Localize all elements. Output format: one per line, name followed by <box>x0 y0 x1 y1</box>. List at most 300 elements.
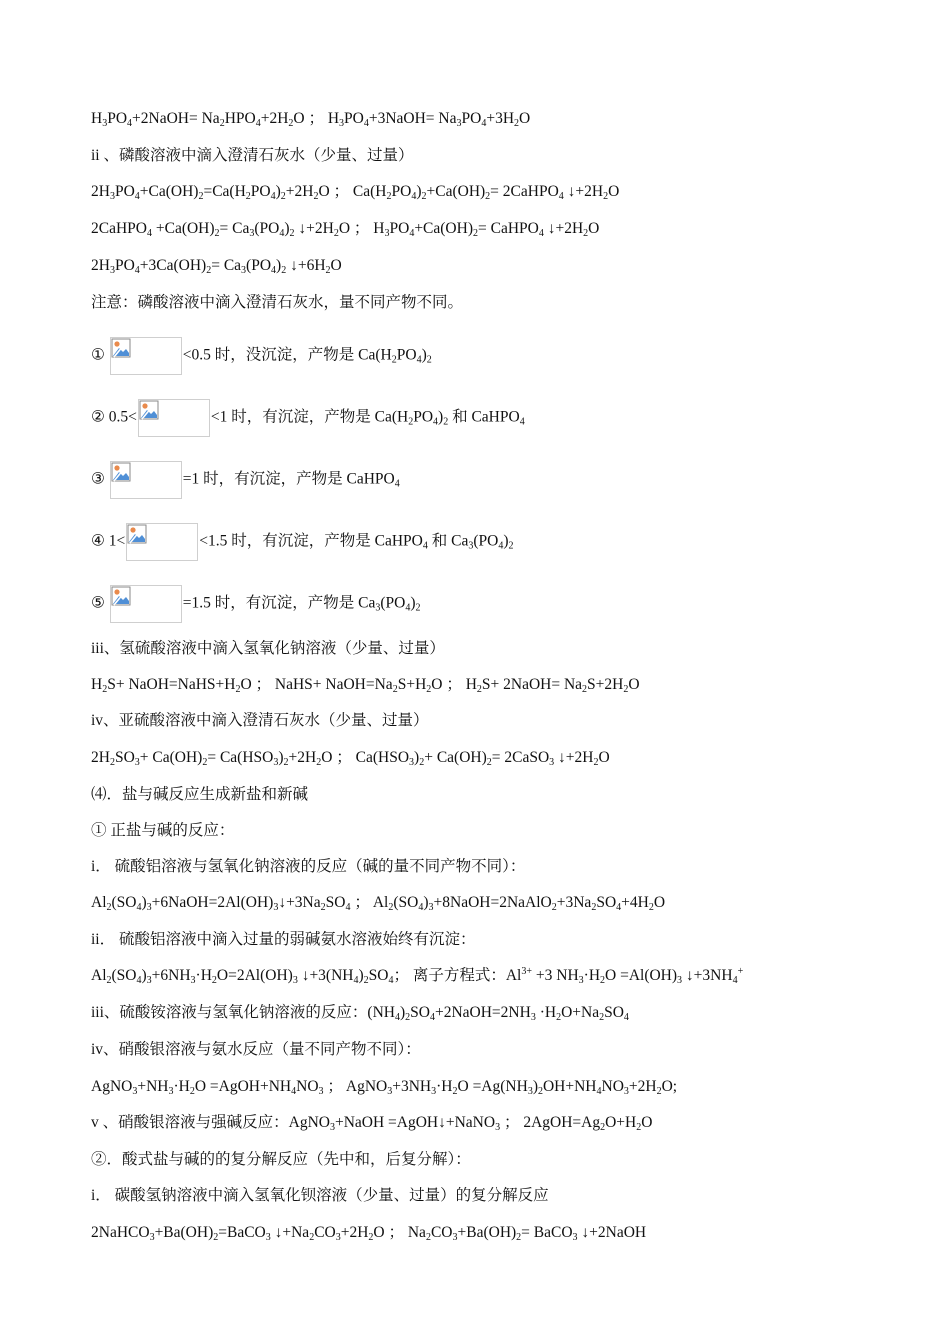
text-line <box>91 1113 652 1133</box>
text-run: (PO <box>380 594 406 612</box>
subscript: 2 <box>485 191 491 202</box>
subscript: 2 <box>189 1086 195 1097</box>
text-run: PO <box>389 220 410 237</box>
subscript: 3 <box>456 118 462 129</box>
subscript: 2 <box>537 1086 543 1097</box>
subscript: 4 <box>596 1086 602 1097</box>
text-run: S+ NaOH=NaHS+H <box>107 676 236 693</box>
text-run: ③ <box>91 470 109 488</box>
text-run: ) <box>278 749 284 766</box>
text-line <box>91 146 414 166</box>
text-run: PO <box>250 183 271 200</box>
text-run: O+H <box>605 1114 637 1131</box>
text-run: +Ca(OH) <box>151 220 215 237</box>
subscript: 2 <box>109 757 115 768</box>
subscript: 2 <box>591 902 597 913</box>
text-run: = Ca(HSO <box>207 749 274 766</box>
text-line <box>91 966 743 986</box>
text-run: CO <box>314 1224 336 1241</box>
text-run: ↓+6H <box>286 257 326 274</box>
text-run: S+2H <box>587 676 624 693</box>
subscript: 3 <box>409 757 415 768</box>
text-run: +Ca(OH) <box>139 183 199 200</box>
text-run: SO <box>368 967 389 984</box>
text-line <box>91 182 619 202</box>
text-run: +3 NH <box>532 967 579 984</box>
text-run: ) <box>438 408 444 426</box>
text-run: ) <box>414 749 420 766</box>
subscript: 2 <box>211 975 217 986</box>
broken-image-icon <box>110 585 182 623</box>
text-run: +3Na <box>556 894 592 911</box>
subscript: 4 <box>136 902 142 913</box>
text-run: O <box>641 1114 653 1131</box>
subscript: 2 <box>309 1232 315 1243</box>
superscript: 3+ <box>521 966 533 977</box>
text-run: Al <box>91 967 107 984</box>
subscript: 4 <box>279 228 285 239</box>
subscript: 4 <box>429 1012 435 1023</box>
text-run: 2NaHCO <box>91 1224 150 1241</box>
text-run: +6NH <box>151 967 191 984</box>
text-run: +NH <box>137 1078 169 1095</box>
subscript: 2 <box>593 757 599 768</box>
subscript: 4 <box>134 265 140 276</box>
text-run: 2H <box>91 257 110 274</box>
text-run: ； 离子方程式：Al <box>393 967 522 984</box>
text-line <box>91 219 599 239</box>
subscript: 2 <box>415 602 421 614</box>
subscript: 4 <box>270 191 276 202</box>
subscript: 4 <box>291 1086 297 1097</box>
subscript: 2 <box>426 354 432 366</box>
subscript: 2 <box>289 228 295 239</box>
text-line <box>91 639 445 659</box>
subscript: 3 <box>428 902 434 913</box>
text-run: =Ca(H <box>203 183 246 200</box>
subscript: 3 <box>265 1232 271 1243</box>
subscript: 2 <box>405 1012 411 1023</box>
subscript: 3 <box>134 757 140 768</box>
text-run: 和 Ca <box>427 532 469 550</box>
subscript: 2 <box>508 540 514 552</box>
text-run: ) <box>141 894 147 911</box>
subscript: 2 <box>386 191 392 202</box>
subscript: 2 <box>333 228 339 239</box>
text-run: ↓+Na <box>270 1224 310 1241</box>
text-run: O=2Al(OH) <box>216 967 293 984</box>
subscript: 2 <box>421 191 427 202</box>
subscript: 4 <box>519 416 525 428</box>
text-run: +2H <box>288 749 317 766</box>
subscript: 2 <box>325 265 331 276</box>
text-run: +3Ca(OH) <box>139 257 207 274</box>
text-run: O <box>598 749 610 766</box>
text-run: +2H <box>285 183 314 200</box>
subscript: 3 <box>241 265 247 276</box>
text-run: NO <box>601 1078 624 1095</box>
text-run: +3NaOH= Na <box>368 110 457 127</box>
text-run: AgNO <box>91 1078 133 1095</box>
subscript: 2 <box>198 191 204 202</box>
text-run: O ； H <box>431 676 477 693</box>
subscript: 3 <box>572 1232 578 1243</box>
text-run: ↓+2H <box>554 749 594 766</box>
text-run: ↓+2H <box>294 220 334 237</box>
subscript: 3 <box>273 902 279 913</box>
subscript: 4 <box>394 478 400 490</box>
text-run: + Ca(OH) <box>424 749 487 766</box>
subscript: 3 <box>329 1122 335 1133</box>
text-run: O <box>628 676 640 693</box>
text-run: (PO <box>246 257 272 274</box>
text-run: ↓+2H <box>563 183 604 200</box>
text-run: ·H <box>583 967 601 984</box>
subscript: 2 <box>600 1122 606 1133</box>
text-line <box>91 523 513 561</box>
subscript: 2 <box>206 265 212 276</box>
text-line <box>91 1150 471 1170</box>
subscript: 3 <box>146 975 152 986</box>
text-line <box>91 893 665 913</box>
subscript: 2 <box>392 684 398 695</box>
text-run: Al <box>91 894 107 911</box>
text-run: ) <box>275 183 281 200</box>
text-run: ii． 硫酸铝溶液中滴入过量的弱碱氨水溶液始终有沉淀： <box>91 931 476 948</box>
text-run: iii、硫酸铵溶液与氢氧化钠溶液的反应：(NH <box>91 1004 395 1021</box>
text-run: O ； Na <box>373 1224 426 1241</box>
text-run: O ； H <box>293 110 340 127</box>
subscript: 4 <box>409 228 415 239</box>
text-run: O ； H <box>338 220 385 237</box>
text-run: OH+NH <box>542 1078 597 1095</box>
text-run: SO <box>325 894 346 911</box>
text-run: CO <box>430 1224 453 1241</box>
text-run: = BaCO <box>521 1224 573 1241</box>
subscript: 2 <box>472 228 478 239</box>
text-run: O =Ag(NH <box>457 1078 528 1095</box>
text-run: +3NH <box>392 1078 432 1095</box>
text-run: O =AgOH+NH <box>194 1078 292 1095</box>
text-run: ) <box>416 183 422 200</box>
text-line <box>91 256 342 276</box>
text-run: O ； Ca(HSO <box>321 749 410 766</box>
subscript: 2 <box>656 1086 662 1097</box>
subscript: 3 <box>452 1232 458 1243</box>
subscript: 3 <box>623 1086 629 1097</box>
subscript: 2 <box>425 1232 431 1243</box>
subscript: 4 <box>345 902 351 913</box>
text-run: (PO <box>254 220 280 237</box>
subscript: 2 <box>283 757 289 768</box>
subscript: 2 <box>623 684 629 695</box>
text-run: 2H <box>91 183 110 200</box>
text-run: +Ba(OH) <box>154 1224 214 1241</box>
text-line <box>91 1186 549 1206</box>
text-run: O ； Ca(H <box>318 183 387 200</box>
text-run: (SO <box>111 894 137 911</box>
text-run: SO <box>114 749 135 766</box>
text-run: (PO <box>473 532 499 550</box>
subscript: 4 <box>538 228 544 239</box>
text-run: ； AgNO <box>323 1078 388 1095</box>
text-line <box>91 857 525 877</box>
text-run: =1 时，有沉淀，产物是 CaHPO <box>182 470 395 488</box>
text-run: ) <box>410 594 416 612</box>
text-line <box>91 675 640 695</box>
text-run: PO <box>114 183 135 200</box>
text-run: 2H <box>91 749 110 766</box>
subscript: 2 <box>368 1232 374 1243</box>
subscript: 2 <box>235 684 241 695</box>
text-line <box>91 1077 677 1097</box>
text-run: PO <box>396 346 417 364</box>
text-run: 2CaHPO <box>91 220 147 237</box>
subscript: 2 <box>106 975 112 986</box>
text-run: O <box>519 110 531 127</box>
subscript: 4 <box>433 416 439 428</box>
text-run: =1.5 时，有沉淀，产物是 Ca <box>182 594 376 612</box>
subscript: 2 <box>320 902 326 913</box>
broken-image-icon <box>110 337 182 375</box>
text-run: H <box>91 110 103 127</box>
text-run: ·H <box>535 1004 557 1021</box>
text-line <box>91 1223 646 1243</box>
text-run: ) <box>421 346 427 364</box>
text-line <box>91 785 308 805</box>
subscript: 3 <box>527 1086 533 1097</box>
subscript: 2 <box>476 684 482 695</box>
text-run: = 2CaSO <box>491 749 550 766</box>
text-run: iv、亚硫酸溶液中滴入澄清石灰水（少量、过量） <box>91 712 429 729</box>
text-run: ) <box>399 1004 406 1021</box>
subscript: 2 <box>202 757 208 768</box>
text-run: +2H <box>340 1224 369 1241</box>
subscript: 3 <box>495 1122 501 1133</box>
subscript: 3 <box>168 1086 174 1097</box>
text-line <box>91 1003 629 1023</box>
text-run: ②．酸式盐与碱的的复分解反应（先中和，后复分解）： <box>91 1151 471 1168</box>
text-line <box>91 461 400 499</box>
subscript: 4 <box>255 118 261 129</box>
text-run: H <box>91 676 103 693</box>
subscript: 2 <box>219 118 225 129</box>
subscript: 4 <box>394 1012 400 1023</box>
subscript: 3 <box>190 975 196 986</box>
text-run: O <box>588 220 600 237</box>
text-run: iv、硝酸银溶液与氨水反应（量不同产物不同）： <box>91 1041 421 1058</box>
subscript: 2 <box>280 191 286 202</box>
text-run: PO <box>107 110 128 127</box>
text-line <box>91 711 429 731</box>
text-run: ① 正盐与碱的反应： <box>91 822 235 839</box>
text-run: ) <box>358 967 364 984</box>
text-run: ) <box>532 1078 538 1095</box>
subscript: 3 <box>431 1086 437 1097</box>
text-run: i． 硫酸铝溶液与氢氧化钠溶液的反应（碱的量不同产物不同）： <box>91 858 526 875</box>
text-run: =BaCO <box>218 1224 266 1241</box>
subscript: 3 <box>530 1012 536 1023</box>
subscript: 3 <box>102 118 108 129</box>
text-run: (SO <box>111 967 137 984</box>
subscript: 4 <box>353 975 359 986</box>
text-run: <1 时，有沉淀，产物是 Ca(H <box>210 408 409 426</box>
text-run: ↓+3NH <box>682 967 733 984</box>
text-run: 和 CaHPO <box>448 408 520 426</box>
text-run: PO <box>413 408 434 426</box>
text-line <box>91 1040 421 1060</box>
text-run: ) <box>141 967 147 984</box>
subscript: 3 <box>249 228 255 239</box>
text-run: +2H <box>260 110 289 127</box>
subscript: 3 <box>273 757 279 768</box>
subscript: 4 <box>732 975 738 986</box>
subscript: 2 <box>316 757 322 768</box>
subscript: 3 <box>146 902 152 913</box>
text-run: ② 0.5< <box>91 408 137 426</box>
text-run: + Ca(OH) <box>139 749 203 766</box>
subscript: 2 <box>583 228 589 239</box>
subscript: 2 <box>556 1012 562 1023</box>
text-run: ① <box>91 346 109 364</box>
text-run: ； Al <box>350 894 389 911</box>
text-run: O ； NaHS+ NaOH=Na <box>240 676 393 693</box>
subscript: 2 <box>408 416 414 428</box>
broken-image-icon <box>138 399 210 437</box>
subscript: 2 <box>391 354 397 366</box>
subscript: 3 <box>339 118 345 129</box>
subscript: 3 <box>292 975 298 986</box>
text-run: O; <box>661 1078 678 1095</box>
text-run: SO <box>604 1004 624 1021</box>
subscript: 4 <box>127 118 133 129</box>
text-run: S+H <box>397 676 427 693</box>
text-run: 注意：磷酸溶液中滴入澄清石灰水，量不同产物不同。 <box>91 294 464 311</box>
superscript: + <box>737 966 744 977</box>
subscript: 3 <box>109 191 115 202</box>
subscript: 3 <box>109 265 115 276</box>
broken-image-icon <box>126 523 198 561</box>
subscript: 2 <box>486 757 492 768</box>
subscript: 4 <box>616 902 622 913</box>
subscript: 2 <box>603 191 609 202</box>
subscript: 2 <box>582 684 588 695</box>
subscript: 4 <box>418 902 424 913</box>
subscript: 4 <box>623 1012 629 1023</box>
text-run: PO <box>461 110 482 127</box>
text-run: +2NaOH= Na <box>132 110 220 127</box>
text-run: PO <box>391 183 412 200</box>
subscript: 3 <box>677 975 683 986</box>
text-run: SO <box>410 1004 430 1021</box>
subscript: 4 <box>481 118 487 129</box>
text-run: = Ca <box>211 257 242 274</box>
text-run: <1.5 时，有沉淀，产物是 CaHPO <box>199 532 423 550</box>
subscript: 2 <box>419 757 425 768</box>
subscript: 2 <box>288 118 294 129</box>
subscript: 3 <box>149 1232 155 1243</box>
subscript: 2 <box>648 902 654 913</box>
subscript: 4 <box>363 118 369 129</box>
subscript: 4 <box>388 975 394 986</box>
subscript: 2 <box>599 1012 605 1023</box>
subscript: 3 <box>375 602 381 614</box>
text-run: NO <box>296 1078 319 1095</box>
text-run: ↓+2H <box>543 220 584 237</box>
text-run: ·H <box>173 1078 190 1095</box>
text-run: O =Al(OH) <box>605 967 678 984</box>
text-run: O <box>653 894 666 911</box>
text-run: PO <box>344 110 364 127</box>
text-run: +6NaOH=2Al(OH) <box>151 894 274 911</box>
text-run: = 2CaHPO <box>490 183 559 200</box>
text-line <box>91 821 234 841</box>
subscript: 2 <box>214 228 220 239</box>
text-run: +Ca(OH) <box>414 220 473 237</box>
text-run: ) <box>423 894 429 911</box>
text-run: v 、硝酸银溶液与强碱反应：AgNO <box>91 1114 330 1131</box>
subscript: 2 <box>514 118 520 129</box>
text-run: ↓+3(NH <box>297 967 354 984</box>
text-run: +Ba(OH) <box>457 1224 517 1241</box>
text-line <box>91 748 610 768</box>
text-run: ) <box>503 532 509 550</box>
text-run: O <box>608 183 620 200</box>
text-run: S+ 2NaOH= Na <box>481 676 583 693</box>
text-run: = CaHPO <box>477 220 539 237</box>
subscript: 2 <box>245 191 251 202</box>
text-run: O <box>330 257 342 274</box>
text-run: ) <box>284 220 290 237</box>
subscript: 4 <box>411 191 417 202</box>
subscript: 3 <box>132 1086 138 1097</box>
subscript: 3 <box>318 1086 324 1097</box>
subscript: 2 <box>102 684 108 695</box>
text-run: <0.5 时，没沉淀，产物是 Ca(H <box>182 346 392 364</box>
subscript: 2 <box>600 975 606 986</box>
text-run: +NaOH =AgOH↓+NaNO <box>334 1114 496 1131</box>
broken-image-icon <box>110 461 182 499</box>
text-run: SO <box>596 894 617 911</box>
text-run: +2H <box>628 1078 657 1095</box>
subscript: 4 <box>271 265 277 276</box>
subscript: 2 <box>388 902 394 913</box>
text-run: +2NaOH=2NH <box>434 1004 531 1021</box>
text-line <box>91 399 525 437</box>
text-line <box>91 293 463 313</box>
subscript: 4 <box>146 228 152 239</box>
subscript: 3 <box>335 1232 341 1243</box>
subscript: 2 <box>551 902 557 913</box>
subscript: 2 <box>281 265 287 276</box>
text-line <box>91 585 421 623</box>
text-run: ⑤ <box>91 594 109 612</box>
subscript: 4 <box>498 540 504 552</box>
text-run: ⑷．盐与碱反应生成新盐和新碱 <box>91 786 309 803</box>
text-run: = Ca <box>219 220 250 237</box>
subscript: 3 <box>384 228 390 239</box>
text-line <box>91 109 530 129</box>
text-run: i． 碳酸氢钠溶液中滴入氢氧化钡溶液（少量、过量）的复分解反应 <box>91 1187 549 1204</box>
subscript: 2 <box>426 684 432 695</box>
subscript: 2 <box>516 1232 522 1243</box>
subscript: 3 <box>387 1086 393 1097</box>
text-run: ·H <box>195 967 212 984</box>
text-run: PO <box>114 257 135 274</box>
text-run: ↓+2NaOH <box>577 1224 647 1241</box>
subscript: 2 <box>106 902 112 913</box>
text-line <box>91 337 432 375</box>
